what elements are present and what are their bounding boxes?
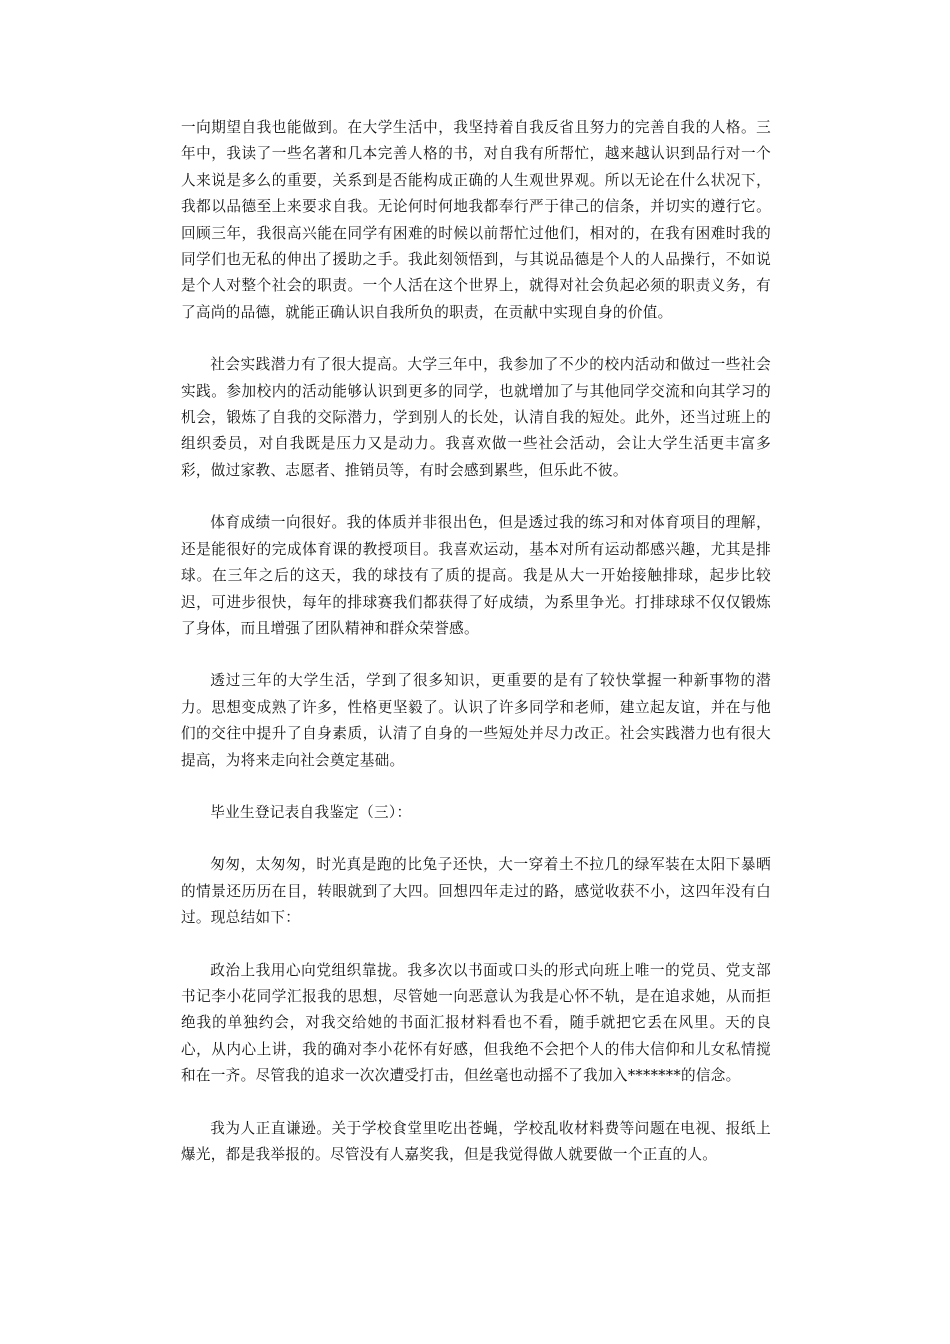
paragraph-social-practice: 社会实践潜力有了很大提高。大学三年中，我参加了不少的校内活动和做过一些社会实践。参加校内的活动能够认识到更多的同学，也就增加了与其他同学交流和向其学习的机会，锻炼了自我的交际潜力，学到别人的长处，认清自我的短处。此外，还当过班上的组织委员，对自我既是压力又是动力。我喜欢做一些社会活动，会让大学生活更丰富多彩，做过家教、志愿者、推销员等，有时会感到累些，但乐此不彼。	[181, 356, 771, 479]
paragraph-summary: 透过三年的大学生活，学到了很多知识，更重要的是有了较快掌握一种新事物的潜力。思想变成熟了许多，性格更坚毅了。认识了许多同学和老师，建立起友谊，并在与他们的交往中提升了自身素质，认清了自身的一些短处并尽力改正。社会实践潜力也有很大提高，为将来走向社会奠定基础。	[181, 672, 771, 769]
document-page	[181, 115, 771, 1194]
section-heading: 毕业生登记表自我鉴定（三）：	[210, 803, 412, 821]
paragraph-politics: 政治上我用心向党组织靠拢。我多次以书面或口头的形式向班上唯一的党员、党支部书记李小花同学汇报我的思想，尽管她一向恶意认为我是心怀不轨，是在追求她，从而拒绝我的单独约会，对我交给她的书面汇报材料看也不看，随手就把它丢在风里。天的良心，从内心上讲，我的确对李小花怀有好感，但我绝不会把个人的伟大信仰和儿女私情搅和在一齐。尽管我的追求一次次遭受打击，但丝毫也动摇不了我加入*******的信念。	[181, 961, 771, 1085]
paragraph-sports: 体育成绩一向很好。我的体质并非很出色，但是透过我的练习和对体育项目的理解，还是能很好的完成体育课的教授项目。我喜欢运动，基本对所有运动都感兴趣，尤其是排球。在三年之后的这天，我的球技有了质的提高。我是从大一开始接触排球，起步比较迟，可进步很快，每年的排球赛我们都获得了好成绩，为系里争光。打排球球不仅仅锻炼了身体，而且增强了团队精神和群众荣誉感。	[181, 514, 771, 637]
paragraph-integrity: 我为人正直谦逊。关于学校食堂里吃出苍蝇，学校乱收材料费等问题在电视、报纸上爆光，都是我举报的。尽管没有人嘉奖我，但是我觉得做人就要做一个正直的人。	[181, 1119, 771, 1163]
paragraph-intro: 匆匆，太匆匆，时光真是跑的比兔子还快，大一穿着土不拉几的绿军装在太阳下暴晒的情景还历历在目，转眼就到了大四。回想四年走过的路，感觉收获不小，这四年没有白过。现总结如下：	[181, 856, 771, 927]
paragraph-character: 一向期望自我也能做到。在大学生活中，我坚持着自我反省且努力的完善自我的人格。三年中，我读了一些名著和几本完善人格的书，对自我有所帮忙，越来越认识到品行对一个人来说是多么的重要，关系到是否能构成正确的人生观世界观。所以无论在什么状况下，我都以品德至上来要求自我。无论何时何地我都奉行严于律己的信条，并切实的遵行它。回顾三年，我很高兴能在同学有困难的时候以前帮忙过他们，相对的，在我有困难时我的同学们也无私的伸出了援助之手。我此刻领悟到，与其说品德是个人的人品操行，不如说是个人对整个社会的职责。一个人活在这个世界上，就得对社会负起必须的职责义务，有了高尚的品德，就能正确认识自我所负的职责，在贡献中实现自身的价值。	[181, 119, 771, 321]
